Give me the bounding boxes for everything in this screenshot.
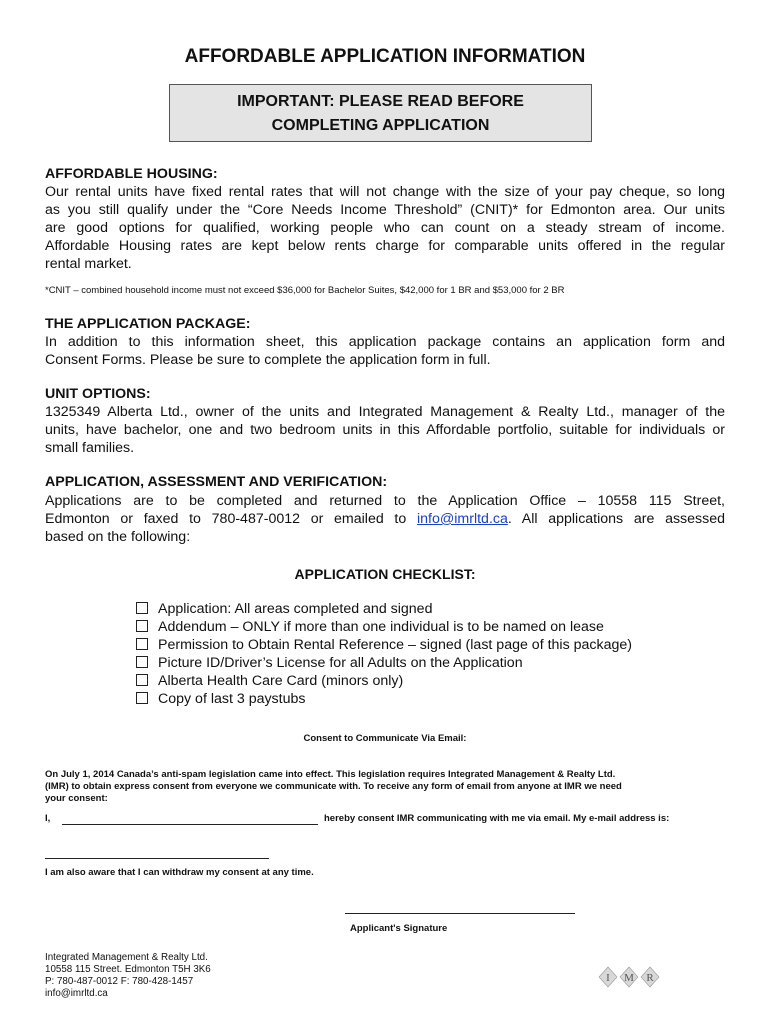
name-field[interactable] bbox=[62, 813, 318, 825]
paragraph-line: Affordable Housing rates are kept below rents charge for comparable units offered in the regular bbox=[45, 238, 725, 254]
paragraph-line: Consent Forms. Please be sure to complete the application form in full. bbox=[45, 352, 491, 368]
paragraph-line: small families. bbox=[45, 440, 135, 456]
checklist-heading: APPLICATION CHECKLIST: bbox=[294, 566, 476, 582]
paragraph-line bbox=[45, 510, 725, 528]
company-address-block bbox=[45, 952, 211, 1000]
checklist-item-label: Alberta Health Care Card (minors only) bbox=[158, 673, 404, 689]
paragraph-line: are good options for qualified, working people who can count on a steady stream of income. bbox=[45, 220, 725, 236]
important-notice-box bbox=[169, 84, 592, 142]
company-email: info@imrltd.ca bbox=[45, 988, 108, 999]
checkbox[interactable] bbox=[136, 692, 148, 704]
checkbox[interactable] bbox=[136, 602, 148, 614]
consent-i-label: I, bbox=[45, 813, 51, 824]
imr-logo bbox=[597, 966, 661, 988]
page-title: AFFORDABLE APPLICATION INFORMATION bbox=[184, 46, 586, 67]
consent-line: On July 1, 2014 Canada’s anti-spam legislation came into effect. This legislation requires Integrated Management & Realty Ltd. bbox=[45, 769, 616, 780]
paragraph-text: Edmonton or faxed to 780-487-0012 or emailed to bbox=[45, 511, 417, 527]
application-package-heading: THE APPLICATION PACKAGE: bbox=[45, 316, 251, 332]
checklist-item[interactable] bbox=[136, 690, 305, 708]
company-phone-fax: P: 780-487-0012 F: 780-428-1457 bbox=[45, 976, 194, 987]
logo-letter: M bbox=[624, 972, 634, 984]
logo-letter: I bbox=[606, 972, 610, 984]
application-package-paragraph bbox=[45, 333, 725, 369]
unit-options-paragraph bbox=[45, 403, 725, 457]
paragraph-line: Applications are to be completed and returned to the Application Office – 10558 115 Street, bbox=[45, 493, 725, 509]
consent-statement: hereby consent IMR communicating with me via email. My e-mail address is: bbox=[324, 813, 670, 824]
checklist-item[interactable] bbox=[136, 672, 403, 690]
email-address-field[interactable] bbox=[45, 848, 269, 859]
affordable-housing-paragraph bbox=[45, 183, 725, 273]
withdraw-consent-text: I am also aware that I can withdraw my consent at any time. bbox=[45, 867, 314, 878]
checklist-item-label: Addendum – ONLY if more than one individual is to be named on lease bbox=[158, 619, 604, 635]
consent-legislation-text bbox=[45, 769, 725, 805]
logo-letter: R bbox=[646, 972, 654, 984]
affordable-housing-heading: AFFORDABLE HOUSING: bbox=[45, 166, 218, 182]
company-street: 10558 115 Street. Edmonton T5H 3K6 bbox=[45, 964, 211, 975]
consent-line: (IMR) to obtain express consent from everyone we communicate with. To receive any form of email from anyone at IMR we need bbox=[45, 781, 622, 792]
assessment-heading: APPLICATION, ASSESSMENT AND VERIFICATION: bbox=[45, 474, 388, 490]
checklist-item-label: Permission to Obtain Rental Reference – signed (last page of this package) bbox=[158, 637, 632, 653]
paragraph-line: units, have bachelor, one and two bedroom units in this Affordable portfolio, suitable for individuals or bbox=[45, 422, 725, 438]
paragraph-line: Our rental units have fixed rental rates that will not change with the size of your pay cheque, so long bbox=[45, 184, 725, 200]
checklist-item-label: Copy of last 3 paystubs bbox=[158, 691, 306, 707]
checklist-item[interactable] bbox=[136, 618, 604, 636]
unit-options-heading: UNIT OPTIONS: bbox=[45, 386, 151, 402]
paragraph-line: rental market. bbox=[45, 256, 132, 272]
checkbox[interactable] bbox=[136, 656, 148, 668]
notice-line-1: IMPORTANT: PLEASE READ BEFORE bbox=[237, 93, 524, 110]
paragraph-line: based on the following: bbox=[45, 529, 191, 545]
checkbox[interactable] bbox=[136, 620, 148, 632]
paragraph-line: In addition to this information sheet, this application package contains an application form and bbox=[45, 334, 725, 350]
notice-line-2: COMPLETING APPLICATION bbox=[271, 117, 490, 134]
consent-heading: Consent to Communicate Via Email: bbox=[303, 733, 467, 744]
checklist-item[interactable] bbox=[136, 654, 523, 672]
paragraph-line: as you still qualify under the “Core Needs Income Threshold” (CNIT)* for Edmonton area. Our units bbox=[45, 202, 725, 218]
checkbox[interactable] bbox=[136, 638, 148, 650]
signature-label: Applicant's Signature bbox=[350, 923, 448, 934]
email-link[interactable]: info@imrltd.ca bbox=[416, 511, 508, 527]
checklist-item[interactable] bbox=[136, 600, 432, 618]
consent-line: your consent: bbox=[45, 793, 108, 804]
signature-field[interactable] bbox=[345, 903, 575, 914]
company-name: Integrated Management & Realty Ltd. bbox=[45, 952, 208, 963]
checkbox[interactable] bbox=[136, 674, 148, 686]
assessment-paragraph bbox=[45, 492, 725, 546]
checklist-item[interactable] bbox=[136, 636, 632, 654]
cnit-footnote: *CNIT – combined household income must not exceed $36,000 for Bachelor Suites, $42,000 for 1 BR and $53,000 for 2 BR bbox=[45, 285, 565, 296]
checklist-item-label: Picture ID/Driver’s License for all Adults on the Application bbox=[158, 655, 523, 671]
paragraph-text: . All applications are assessed bbox=[507, 511, 725, 527]
checklist-item-label: Application: All areas completed and signed bbox=[158, 601, 433, 617]
paragraph-line: 1325349 Alberta Ltd., owner of the units and Integrated Management & Realty Ltd., manager of the bbox=[45, 404, 725, 420]
